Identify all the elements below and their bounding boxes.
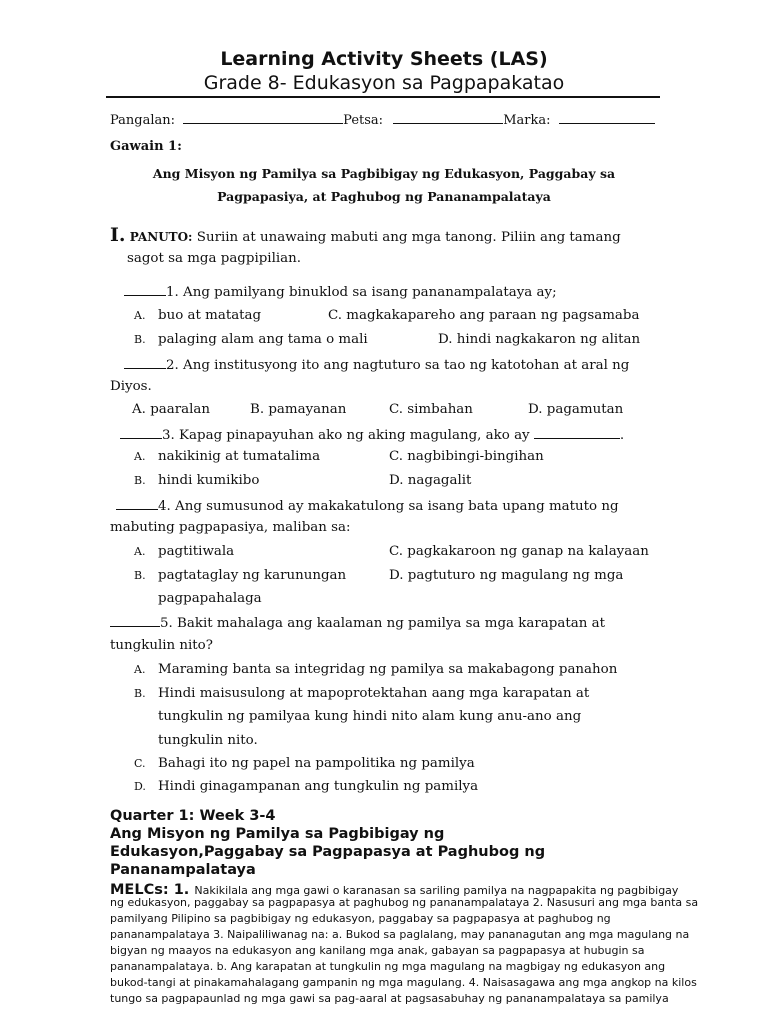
score-blank: [559, 111, 655, 124]
option-letter: A.: [134, 663, 146, 676]
melcs-line: bukod-tangi at pinakamahalagang gampanin ng mga magulang. 4. Naisasagawa ang mga angkop na kilos: [110, 976, 697, 989]
melcs-line: tungo sa pagpapaunlad ng mga gawi sa pag-aaral at pagsasabuhay ng pananampalataya sa pamilya: [110, 992, 669, 1005]
option-d-continuation: pagpapahalaga: [158, 591, 262, 606]
answer-blank: [120, 426, 162, 439]
option-text: pagtataglay ng karunungan: [158, 568, 347, 583]
option-b: B. pamayanan: [250, 402, 347, 417]
melcs-line: pananampalataya. b. Ang karapatan at tungkulin ng mga magulang na magbigay ng edukasyon ang: [110, 960, 666, 973]
activity-heading-line2: Pagpapasiya, at Paghubog ng Pananampalataya: [217, 189, 551, 204]
fill-in-blank: [534, 426, 620, 439]
activity-label: Gawain 1:: [110, 139, 182, 154]
answer-blank: [110, 614, 160, 627]
option-letter: C.: [134, 757, 146, 770]
document-subtitle: Grade 8- Edukasyon sa Pagpapakatao: [203, 72, 565, 94]
option-text: pagtitiwala: [158, 544, 235, 559]
lesson-title-line3: Pananampalataya: [110, 862, 256, 878]
answer-blank: [124, 283, 166, 296]
option-d: D. hindi nagkakaron ng alitan: [438, 332, 641, 347]
option-c: C. nagbibingi-bingihan: [389, 449, 544, 464]
question-5: [110, 614, 605, 631]
option-c: C. magkakapareho ang paraan ng pagsamaba: [328, 308, 640, 323]
question-text: 5. Bakit mahalaga ang kaalaman ng pamilya sa mga karapatan at: [160, 616, 605, 631]
melcs-line: pamilyang Pilipino sa pagbibigay ng edukasyon, paggabay sa pagpapasya at paghubog ng: [110, 912, 611, 925]
answer-blank: [124, 356, 166, 369]
option-d: D. pagamutan: [528, 402, 624, 417]
option-b: [134, 686, 589, 701]
info-fields-row: [110, 111, 655, 128]
activity-heading-line1: Ang Misyon ng Pamilya sa Pagbibigay ng Edukasyon, Paggabay sa: [152, 166, 616, 181]
option-letter: A.: [132, 402, 146, 417]
section-roman-numeral: I.: [110, 224, 126, 246]
instructions-text: Suriin at unawaing mabuti ang mga tanong. Piliin ang tamang: [196, 230, 621, 245]
option-text: Bahagi ito ng papel na pampolitika ng pamilya: [158, 756, 475, 771]
question-text: 2. Ang institusyong ito ang nagtuturo sa tao ng katotohan at aral ng: [166, 358, 630, 373]
option-letter: B.: [134, 474, 146, 487]
option-b: [134, 473, 259, 488]
question-2-continuation: Diyos.: [110, 379, 152, 394]
melcs-line: pananampalataya 3. Naipaliliwanag na: a. Bukod sa paglalang, may pananagutan ang mga magulang na: [110, 928, 690, 941]
question-4: [116, 497, 619, 514]
question-2: [124, 356, 629, 373]
option-c: C. simbahan: [389, 402, 473, 417]
option-d: D. nagagalit: [389, 473, 472, 488]
melcs-line: bigyan ng maayos na edukasyon ang kanilang mga anak, gabayan sa pagpapasya at hubugin sa: [110, 944, 645, 957]
option-text: Hindi maisusulong at mapoprotektahan aang mga karapatan at: [158, 686, 590, 701]
question-1: [124, 283, 557, 300]
option-letter: A.: [134, 545, 146, 558]
melcs-label: MELCs: 1.: [110, 882, 190, 898]
score-label: Marka:: [503, 113, 551, 128]
option-letter: B.: [134, 687, 146, 700]
option-text: paaralan: [150, 402, 211, 417]
instructions-line1: [110, 224, 621, 246]
header-divider: [106, 96, 660, 98]
question-3: [120, 426, 624, 443]
option-d: D. pagtuturo ng magulang ng mga: [389, 568, 624, 583]
question-end-mark: .: [619, 428, 625, 443]
date-label: Petsa:: [343, 113, 384, 128]
option-letter: A.: [134, 450, 146, 463]
name-blank: [183, 111, 343, 124]
date-blank: [393, 111, 503, 124]
option-c: C. pagkakaroon ng ganap na kalayaan: [389, 544, 649, 559]
document-title: Learning Activity Sheets (LAS): [220, 48, 548, 70]
question-text: 3. Kapag pinapayuhan ako ng aking magulang, ako ay: [162, 428, 530, 443]
option-letter: B.: [134, 569, 146, 582]
instructions-line2: sagot sa mga pagpipilian.: [127, 251, 302, 266]
option-letter: D.: [134, 780, 146, 793]
question-text: 1. Ang pamilyang binuklod sa isang pananampalataya ay;: [166, 285, 557, 300]
option-a: [134, 308, 261, 323]
lesson-title-line2: Edukasyon,Paggabay sa Pagpapasya at Paghubog ng: [110, 844, 546, 860]
option-a: [134, 449, 320, 464]
option-b: [134, 332, 368, 347]
option-a: [134, 662, 617, 677]
option-text: palaging alam ang tama o mali: [158, 332, 368, 347]
option-b: [134, 568, 346, 583]
melcs-line: ng edukasyon, paggabay sa pagpapasya at paghubog ng pananampalataya 2. Nasusuri ang mga banta sa: [110, 896, 699, 909]
option-text: Maraming banta sa integridag ng pamilya sa makabagong panahon: [158, 662, 618, 677]
option-d: [134, 779, 478, 794]
option-b-continuation-2: tungkulin nito.: [158, 733, 258, 748]
option-text: hindi kumikibo: [158, 473, 260, 488]
name-label: Pangalan:: [110, 113, 176, 128]
option-text: Hindi ginagampanan ang tungkulin ng pamilya: [158, 779, 479, 794]
option-text: buo at matatag: [158, 308, 262, 323]
answer-blank: [116, 497, 158, 510]
option-c: [134, 756, 475, 771]
option-letter: B.: [134, 333, 146, 346]
option-a: [134, 544, 234, 559]
option-a: [132, 402, 210, 417]
option-b-continuation: tungkulin ng pamilyaa kung hindi nito alam kung anu-ano ang: [158, 709, 582, 724]
question-text: 4. Ang sumusunod ay makakatulong sa isang bata upang matuto ng: [158, 499, 619, 514]
quarter-heading: Quarter 1: Week 3-4: [110, 808, 276, 824]
instructions-label: PANUTO:: [129, 230, 193, 244]
question-4-continuation: mabuting pagpapasiya, maliban sa:: [110, 520, 351, 535]
lesson-title-line1: Ang Misyon ng Pamilya sa Pagbibigay ng: [110, 826, 445, 842]
option-text: nakikinig at tumatalima: [158, 449, 321, 464]
melcs-text: Nakikilala ang mga gawi o karanasan sa sariling pamilya na nagpapakita ng pagbibigay: [194, 884, 679, 897]
option-letter: A.: [134, 309, 146, 322]
question-5-continuation: tungkulin nito?: [110, 638, 213, 653]
